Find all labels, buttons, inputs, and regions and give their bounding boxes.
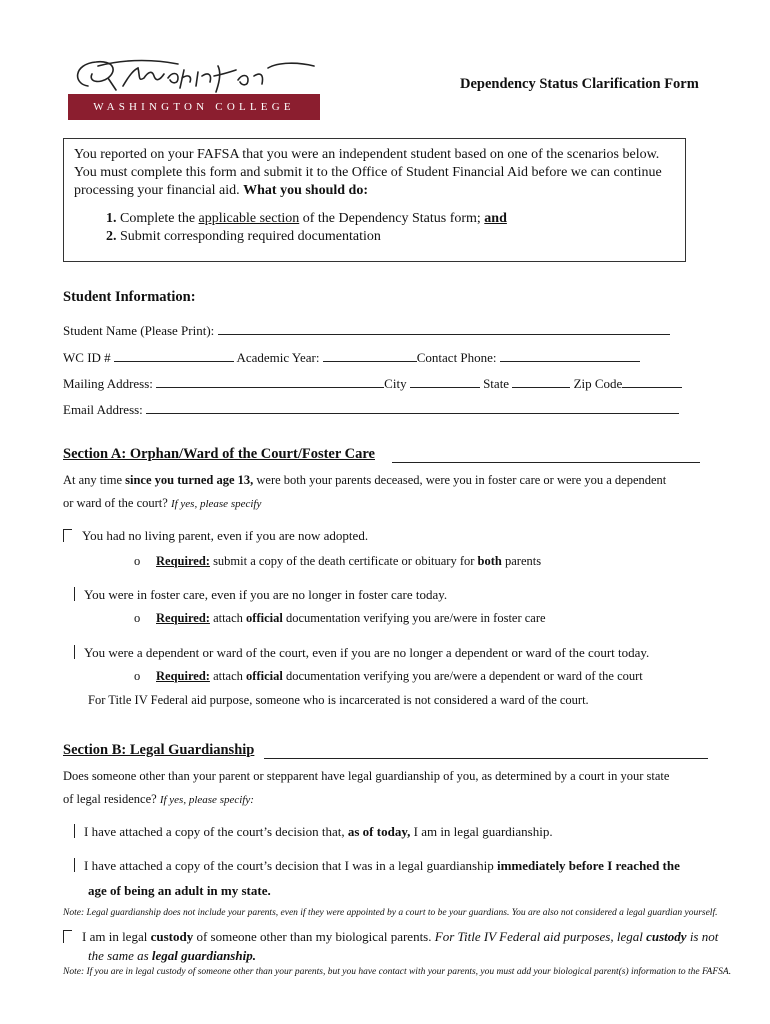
- step-1-text-post: of the Dependency Status form;: [302, 211, 481, 226]
- guardianship-note: Note: Legal guardianship does not include your parents, even if they were appointed by a court to be your guardians. You are also not considered a legal guardian yourself.: [63, 908, 718, 918]
- section-a-title: Section A: Orphan/Ward of the Court/Foster Care: [63, 446, 375, 462]
- section-b-question: [63, 765, 723, 812]
- email-row: [63, 402, 679, 418]
- college-logo: [68, 56, 320, 122]
- option-legal-custody-line2: [88, 948, 256, 964]
- option-ward-of-court-label: You were a dependent or ward of the court, even if you are no longer a dependent or ward of the court today.: [84, 645, 650, 660]
- step-1: [106, 210, 675, 228]
- option-current-guardianship-label: I have attached a copy of the court’s decision that,: [84, 824, 345, 839]
- form-title: Dependency Status Clarification Form: [460, 76, 699, 92]
- academic-year-label: Academic Year:: [236, 350, 320, 365]
- section-a-rule: [392, 462, 700, 463]
- option-past-guardianship-bold: immediately before I reached the: [496, 858, 680, 873]
- option-foster-care[interactable]: [74, 587, 447, 603]
- section-b-heading: [63, 742, 254, 759]
- city-field[interactable]: [410, 376, 480, 388]
- option-legal-custody-line2-bold: legal guardianship.: [151, 948, 256, 963]
- option-legal-custody-line2-italic: the same as: [88, 948, 149, 963]
- option-past-guardianship-line2-text: age of being an adult in my state.: [88, 883, 271, 898]
- logo-college-name: WASHINGTON COLLEGE: [68, 94, 320, 120]
- section-b-title: Section B: Legal Guardianship: [63, 742, 255, 758]
- requirement-bold: both: [477, 554, 502, 568]
- option-current-guardianship-post: I am in legal guardianship.: [413, 824, 553, 839]
- requirement-bold: official: [246, 611, 283, 625]
- zip-code-label: Zip Code: [573, 376, 623, 391]
- bullet-icon: o: [134, 554, 141, 568]
- section-b-q-line2: of legal residence?: [63, 792, 157, 806]
- mailing-address-label: Mailing Address:: [63, 376, 153, 391]
- requirement-text-post: documentation verifying you are/were a dependent or ward of the court: [285, 669, 643, 683]
- option-current-guardianship[interactable]: [74, 824, 553, 840]
- state-label: State: [483, 376, 510, 391]
- requirement-death-certificate: [134, 554, 541, 569]
- option-legal-custody-italic-post: is not: [689, 929, 719, 944]
- checkbox-icon[interactable]: [74, 645, 76, 659]
- option-legal-custody-mid: of someone other than my biological parents.: [196, 929, 432, 944]
- intro-emphasis: What you should do:: [243, 183, 369, 198]
- contact-phone-label: Contact Phone:: [416, 350, 497, 365]
- bullet-icon: o: [134, 611, 141, 625]
- option-past-guardianship-line2: [88, 883, 271, 899]
- id-year-phone-row: [63, 350, 640, 366]
- requirement-bold: official: [246, 669, 283, 683]
- option-ward-of-court[interactable]: [74, 645, 649, 661]
- mailing-address-field[interactable]: [156, 376, 384, 388]
- option-no-living-parent[interactable]: [63, 528, 368, 544]
- city-label: City: [384, 376, 407, 391]
- wcid-label: WC ID #: [63, 350, 111, 365]
- checkbox-icon[interactable]: [74, 824, 76, 838]
- section-b-rule: [264, 758, 708, 759]
- section-a-q-line2: or ward of the court?: [63, 496, 168, 510]
- option-legal-custody-label: I am in legal: [82, 929, 148, 944]
- requirement-ward-of-court: [134, 669, 643, 684]
- requirement-foster-care: [134, 611, 546, 626]
- instruction-steps: [96, 210, 675, 246]
- option-past-guardianship-label: I have attached a copy of the court’s decision that I was in a legal guardianship: [84, 858, 494, 873]
- requirement-text-post: parents: [505, 554, 542, 568]
- student-name-label: Student Name (Please Print):: [63, 323, 215, 338]
- section-a-specify: If yes, please specify: [170, 498, 262, 510]
- section-a-q-bold: since you turned age 13,: [125, 473, 254, 487]
- step-1-text: Complete the: [120, 211, 196, 226]
- checkbox-icon[interactable]: [74, 587, 76, 601]
- bullet-icon: o: [134, 669, 141, 683]
- step-1-number: 1.: [106, 211, 117, 226]
- option-legal-custody-italic: For Title IV Federal aid purposes, legal: [434, 929, 643, 944]
- option-foster-care-label: You were in foster care, even if you are no longer in foster care today.: [84, 587, 448, 602]
- step-1-and: and: [484, 211, 507, 226]
- checkbox-icon[interactable]: [63, 930, 72, 943]
- applicable-section-link: applicable section: [198, 211, 300, 226]
- checkbox-icon[interactable]: [74, 858, 76, 872]
- incarcerated-note: For Title IV Federal aid purpose, someone who is incarcerated is not considered a ward of the court.: [88, 693, 589, 707]
- requirement-text: submit a copy of the death certificate or obituary for: [213, 554, 475, 568]
- option-current-guardianship-bold: as of today,: [347, 824, 411, 839]
- contact-phone-field[interactable]: [500, 350, 640, 362]
- address-row: [63, 376, 682, 392]
- section-a-q-post: were both your parents deceased, were you in foster care or were you a dependent: [256, 473, 667, 487]
- section-a-question: [63, 469, 723, 516]
- requirement-text: attach: [213, 611, 243, 625]
- required-label: Required:: [156, 669, 210, 683]
- wcid-field[interactable]: [114, 350, 234, 362]
- option-legal-custody-bold: custody: [150, 929, 194, 944]
- instructions-box: [63, 138, 686, 262]
- zip-code-field[interactable]: [622, 376, 682, 388]
- option-legal-custody-italic-bold: custody: [646, 929, 687, 944]
- email-field[interactable]: [146, 402, 679, 414]
- step-2-number: 2.: [106, 229, 117, 244]
- requirement-text: attach: [213, 669, 243, 683]
- academic-year-field[interactable]: [323, 350, 417, 362]
- custody-note: Note: If you are in legal custody of someone other than your parents, but you have contact with your parents, you must add your biological parent(s) information to the FAFSA.: [63, 967, 732, 977]
- required-label: Required:: [156, 554, 210, 568]
- email-label: Email Address:: [63, 402, 143, 417]
- section-b-specify: If yes, please specify:: [159, 794, 254, 806]
- student-name-row: [63, 323, 670, 339]
- student-name-field[interactable]: [218, 323, 670, 335]
- requirement-text-post: documentation verifying you are/were in foster care: [285, 611, 546, 625]
- student-info-heading: Student Information:: [63, 289, 196, 305]
- option-legal-custody[interactable]: [63, 929, 718, 945]
- required-label: Required:: [156, 611, 210, 625]
- intro-text: You reported on your FAFSA that you were an independent student based on one of the scenarios below. You must complete this form and submit it to the Office of Student Financial Aid before we can continue processing your financial aid.: [74, 147, 662, 198]
- option-past-guardianship[interactable]: [74, 858, 680, 874]
- section-b-q-line1: Does someone other than your parent or stepparent have legal guardianship of you, as determined by a court in your state: [63, 769, 670, 783]
- signature-logo-icon: [68, 56, 320, 96]
- state-field[interactable]: [512, 376, 570, 388]
- checkbox-icon[interactable]: [63, 529, 72, 542]
- step-2: [106, 228, 675, 246]
- section-a-heading: [63, 446, 375, 463]
- section-a-q-pre: At any time: [63, 473, 123, 487]
- option-no-living-parent-label: You had no living parent, even if you are now adopted.: [82, 528, 369, 543]
- step-2-text: Submit corresponding required documentation: [120, 229, 381, 244]
